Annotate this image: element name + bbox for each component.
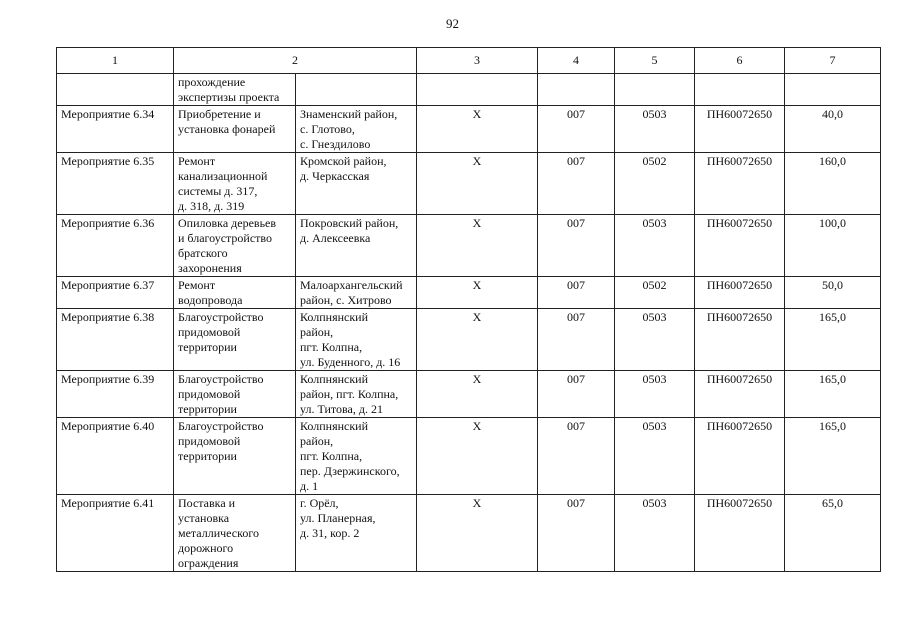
work-name-cell-text: Ремонт канализационной системы д. 317, д. 318, д. 319 xyxy=(178,154,268,213)
code-007-cell-text: 007 xyxy=(567,496,585,510)
work-name-cell xyxy=(174,309,296,371)
header-row xyxy=(57,48,881,74)
code-007-cell xyxy=(538,106,615,153)
work-name-cell-text: Приобретение и установка фонарей xyxy=(178,107,276,136)
target-code-cell-text: ПН60072650 xyxy=(706,216,773,230)
table-row xyxy=(57,418,881,495)
code-007-cell xyxy=(538,215,615,277)
target-code-cell xyxy=(695,277,785,309)
location-cell xyxy=(296,418,417,495)
work-name-cell-text: Благоустройство придомовой территории xyxy=(178,419,264,463)
amount-cell xyxy=(785,277,881,309)
amount-cell xyxy=(785,153,881,215)
target-code-cell-text: ПН60072650 xyxy=(706,107,773,121)
section-code-cell xyxy=(615,495,695,572)
code-007-cell-text: 007 xyxy=(567,107,585,121)
location-cell xyxy=(296,309,417,371)
location-cell xyxy=(296,277,417,309)
event-cell-text: Мероприятие 6.39 xyxy=(61,372,155,386)
column-header-7: 7 xyxy=(785,48,881,74)
amount-cell-text: 165,0 xyxy=(819,419,846,433)
code-x-cell-text: X xyxy=(472,372,482,386)
section-code-cell-text: 0502 xyxy=(642,154,667,168)
column-header-1: 1 xyxy=(57,48,174,74)
code-007-cell-text: 007 xyxy=(567,310,585,324)
work-name-cell-text: Благоустройство придомовой территории xyxy=(178,372,264,416)
target-code-cell-text: ПН60072650 xyxy=(706,496,773,510)
amount-cell xyxy=(785,495,881,572)
work-name-cell xyxy=(174,106,296,153)
location-cell xyxy=(296,106,417,153)
target-code-cell xyxy=(695,153,785,215)
amount-cell xyxy=(785,371,881,418)
location-cell-text: г. Орёл, ул. Планерная, д. 31, кор. 2 xyxy=(300,496,376,540)
table-row xyxy=(57,106,881,153)
location-cell xyxy=(296,495,417,572)
event-cell xyxy=(57,277,174,309)
code-007-cell xyxy=(538,277,615,309)
target-code-cell xyxy=(695,106,785,153)
code-x-cell-text: X xyxy=(472,154,482,168)
section-code-cell xyxy=(615,106,695,153)
location-cell xyxy=(296,215,417,277)
code-x-cell xyxy=(417,371,538,418)
location-cell xyxy=(296,74,417,106)
event-cell-text: Мероприятие 6.35 xyxy=(61,154,155,168)
code-007-cell-text: 007 xyxy=(567,154,585,168)
work-name-cell xyxy=(174,371,296,418)
target-code-cell xyxy=(695,215,785,277)
event-cell-text: Мероприятие 6.40 xyxy=(61,419,155,433)
event-cell xyxy=(57,371,174,418)
budget-table xyxy=(56,47,881,572)
work-name-cell xyxy=(174,215,296,277)
code-x-cell xyxy=(417,153,538,215)
location-cell-text: Колпнянский район, пгт. Колпна, ул. Буденного, д. 16 xyxy=(300,310,401,369)
work-name-cell-text: Опиловка деревьев и благоустройство братского захоронения xyxy=(178,216,277,275)
amount-cell-text: 65,0 xyxy=(822,496,843,510)
code-x-cell-text: X xyxy=(472,107,482,121)
amount-cell xyxy=(785,106,881,153)
page-number: 92 xyxy=(446,16,459,31)
code-x-cell xyxy=(417,309,538,371)
target-code-cell xyxy=(695,371,785,418)
target-code-cell-text: ПН60072650 xyxy=(706,419,773,433)
amount-cell xyxy=(785,74,881,106)
table-row xyxy=(57,74,881,106)
event-cell xyxy=(57,106,174,153)
code-x-cell xyxy=(417,215,538,277)
table-row xyxy=(57,495,881,572)
code-x-cell xyxy=(417,495,538,572)
work-name-cell-text: прохождение экспертизы проекта xyxy=(178,75,280,104)
event-cell xyxy=(57,153,174,215)
location-cell-text: Колпнянский район, пгт. Колпна, ул. Титова, д. 21 xyxy=(300,372,399,416)
section-code-cell xyxy=(615,74,695,106)
location-cell-text: Малоархангельский район, с. Хитрово xyxy=(300,278,403,307)
target-code-cell-text: ПН60072650 xyxy=(706,310,773,324)
code-x-cell-text: X xyxy=(472,419,482,433)
table-row xyxy=(57,215,881,277)
amount-cell xyxy=(785,215,881,277)
event-cell-text: Мероприятие 6.36 xyxy=(61,216,155,230)
amount-cell-text: 165,0 xyxy=(819,372,846,386)
code-x-cell xyxy=(417,418,538,495)
code-x-cell xyxy=(417,74,538,106)
target-code-cell xyxy=(695,495,785,572)
table-row xyxy=(57,371,881,418)
target-code-cell-text: ПН60072650 xyxy=(706,372,773,386)
location-cell xyxy=(296,371,417,418)
target-code-cell xyxy=(695,418,785,495)
work-name-cell xyxy=(174,277,296,309)
column-header-3: 3 xyxy=(417,48,538,74)
event-cell xyxy=(57,74,174,106)
code-007-cell xyxy=(538,371,615,418)
section-code-cell-text: 0502 xyxy=(642,278,667,292)
work-name-cell xyxy=(174,418,296,495)
location-cell-text: Покровский район, д. Алексеевка xyxy=(300,216,399,245)
section-code-cell xyxy=(615,371,695,418)
amount-cell-text: 40,0 xyxy=(822,107,843,121)
code-x-cell xyxy=(417,106,538,153)
event-cell-text: Мероприятие 6.41 xyxy=(61,496,155,510)
location-cell-text: Знаменский район, с. Глотово, с. Гнездилово xyxy=(300,107,398,151)
code-007-cell-text: 007 xyxy=(567,278,585,292)
amount-cell-text: 160,0 xyxy=(819,154,846,168)
work-name-cell xyxy=(174,74,296,106)
column-header-5: 5 xyxy=(615,48,695,74)
event-cell xyxy=(57,418,174,495)
code-007-cell xyxy=(538,309,615,371)
event-cell-text: Мероприятие 6.37 xyxy=(61,278,155,292)
amount-cell-text: 100,0 xyxy=(819,216,846,230)
event-cell-text: Мероприятие 6.38 xyxy=(61,310,155,324)
section-code-cell xyxy=(615,215,695,277)
work-name-cell xyxy=(174,153,296,215)
section-code-cell xyxy=(615,309,695,371)
section-code-cell-text: 0503 xyxy=(642,107,667,121)
code-007-cell xyxy=(538,495,615,572)
table-row xyxy=(57,277,881,309)
location-cell xyxy=(296,153,417,215)
column-header-6: 6 xyxy=(695,48,785,74)
section-code-cell-text: 0503 xyxy=(642,372,667,386)
column-header-4: 4 xyxy=(538,48,615,74)
event-cell-text: Мероприятие 6.34 xyxy=(61,107,155,121)
section-code-cell xyxy=(615,418,695,495)
target-code-cell xyxy=(695,74,785,106)
code-007-cell-text: 007 xyxy=(567,372,585,386)
section-code-cell-text: 0503 xyxy=(642,310,667,324)
code-007-cell xyxy=(538,74,615,106)
code-x-cell-text: X xyxy=(472,216,482,230)
work-name-cell-text: Благоустройство придомовой территории xyxy=(178,310,264,354)
section-code-cell-text: 0503 xyxy=(642,496,667,510)
section-code-cell xyxy=(615,277,695,309)
target-code-cell-text: ПН60072650 xyxy=(706,154,773,168)
target-code-cell xyxy=(695,309,785,371)
section-code-cell-text: 0503 xyxy=(642,216,667,230)
section-code-cell xyxy=(615,153,695,215)
event-cell xyxy=(57,495,174,572)
location-cell-text: Колпнянский район, пгт. Колпна, пер. Дзержинского, д. 1 xyxy=(300,419,400,493)
code-007-cell xyxy=(538,153,615,215)
amount-cell-text: 50,0 xyxy=(822,278,843,292)
code-007-cell-text: 007 xyxy=(567,216,585,230)
event-cell xyxy=(57,215,174,277)
table-row xyxy=(57,153,881,215)
table-row xyxy=(57,309,881,371)
target-code-cell-text: ПН60072650 xyxy=(706,278,773,292)
location-cell-text: Кромской район, д. Черкасская xyxy=(300,154,387,183)
code-x-cell xyxy=(417,277,538,309)
code-007-cell-text: 007 xyxy=(567,419,585,433)
amount-cell-text: 165,0 xyxy=(819,310,846,324)
column-header-2: 2 xyxy=(174,48,417,74)
code-007-cell xyxy=(538,418,615,495)
amount-cell xyxy=(785,309,881,371)
code-x-cell-text: X xyxy=(472,278,482,292)
amount-cell xyxy=(785,418,881,495)
code-x-cell-text: X xyxy=(472,310,482,324)
code-x-cell-text: X xyxy=(472,496,482,510)
section-code-cell-text: 0503 xyxy=(642,419,667,433)
work-name-cell xyxy=(174,495,296,572)
work-name-cell-text: Поставка и установка металлического дорожного ограждения xyxy=(178,496,259,570)
event-cell xyxy=(57,309,174,371)
work-name-cell-text: Ремонт водопровода xyxy=(178,278,243,307)
